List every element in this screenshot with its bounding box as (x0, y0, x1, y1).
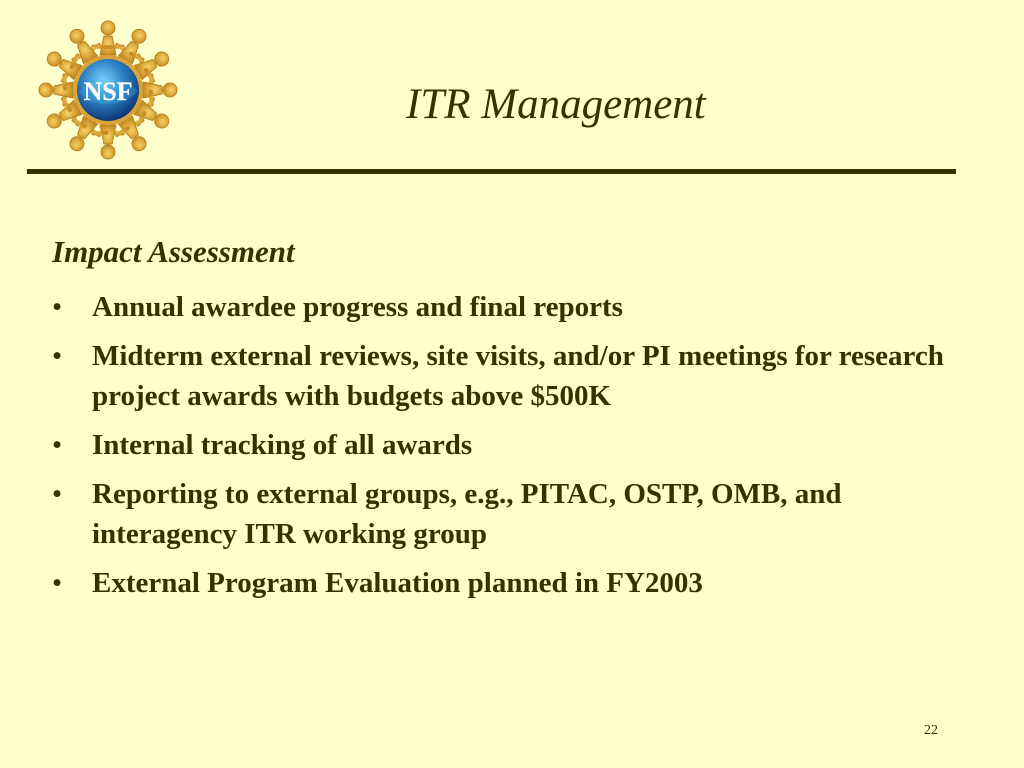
bullet-text: Reporting to external groups, e.g., PITAC, OSTP, OMB, and interagency ITR working group (92, 478, 842, 550)
bullet-item (52, 336, 982, 416)
bullet-marker: • (52, 429, 63, 461)
nsf-logo (34, 16, 182, 164)
bullet-item (52, 425, 982, 465)
bullet-marker: • (52, 340, 63, 372)
bullet-item (52, 563, 982, 603)
bullet-marker: • (52, 478, 63, 510)
bullet-marker: • (52, 567, 63, 599)
section-heading: Impact Assessment (52, 234, 295, 269)
bullet-text: Annual awardee progress and final reports (92, 291, 623, 323)
bullet-text: External Program Evaluation planned in FY2003 (92, 567, 703, 599)
bullet-item (52, 474, 982, 554)
title-divider (27, 169, 956, 174)
logo-text: NSF (83, 77, 133, 106)
page-number: 22 (924, 723, 938, 738)
bullet-text: Midterm external reviews, site visits, and/or PI meetings for research project awards with budgets above $500K (92, 340, 944, 412)
bullet-list (52, 287, 982, 612)
bullet-marker: • (52, 291, 63, 323)
bullet-text: Internal tracking of all awards (92, 429, 473, 461)
bullet-item (52, 287, 982, 327)
slide-title: ITR Management (406, 81, 706, 128)
